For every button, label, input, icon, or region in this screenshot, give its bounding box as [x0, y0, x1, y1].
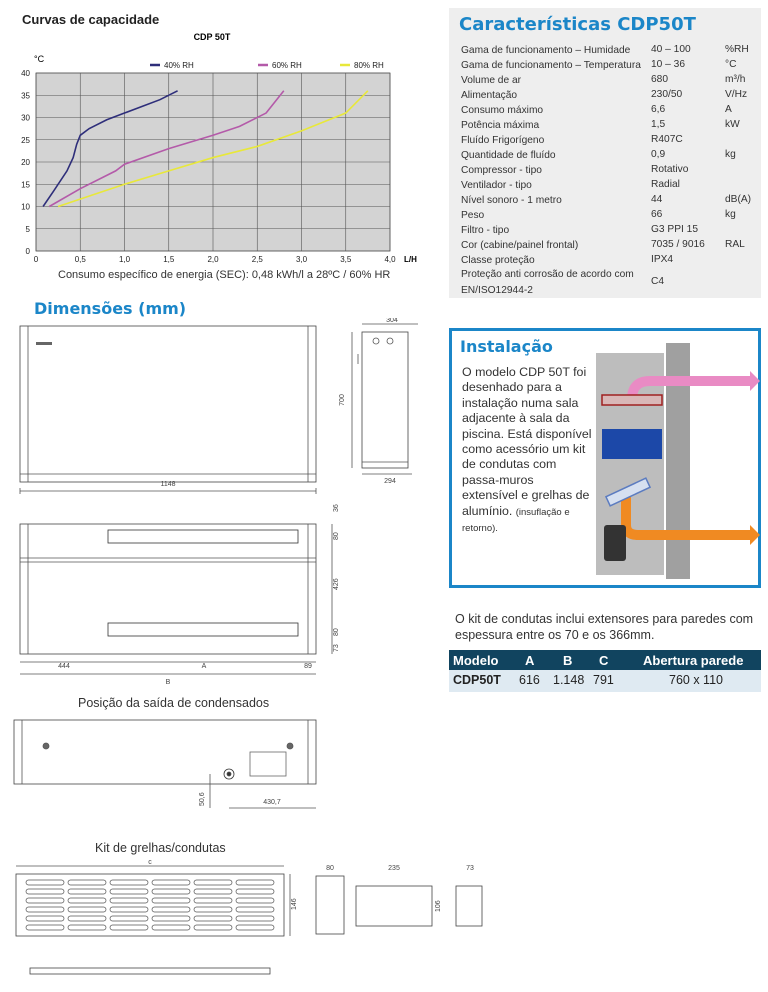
chart-caption: Consumo específico de energia (SEC): 0,48 kWh/l a 28ºC / 60% HR: [58, 269, 391, 281]
grille-slot: [152, 880, 190, 885]
spec-unit: m³/h: [725, 74, 746, 85]
dim-back-444: 444: [58, 663, 70, 670]
y-tick-label: 35: [21, 91, 30, 101]
header-opening: Abertura parede: [643, 653, 744, 668]
grille-slot: [194, 880, 232, 885]
chart-xlabel: L/H: [404, 255, 417, 264]
grille-slot: [110, 916, 148, 921]
dim-grille-c: c: [148, 860, 152, 866]
grille-slot: [26, 880, 64, 885]
grille-slot: [194, 916, 232, 921]
installation-panel: [449, 328, 761, 588]
cell-a: 616: [519, 673, 540, 687]
dim-side-top: 304: [386, 318, 398, 324]
spec-value: 1,5: [651, 119, 666, 130]
spec-value: 6,6: [651, 104, 666, 115]
dim-grille-106: 106: [435, 900, 442, 912]
x-tick-label: 4,0: [384, 255, 396, 264]
dim-back-73: 73: [333, 644, 340, 652]
grille-slot: [68, 916, 106, 921]
x-tick-label: 2,5: [251, 255, 263, 264]
spec-label: Compressor - tipo: [461, 165, 542, 176]
chart-section-title: Curvas de capacidade: [22, 12, 160, 27]
grille-slot: [152, 907, 190, 912]
grille-slot: [68, 889, 106, 894]
spec-label: Gama de funcionamento – Humidade: [461, 45, 631, 56]
installation-text: [462, 365, 592, 536]
spec-label: Alimentação: [461, 90, 518, 101]
grille-slot: [26, 898, 64, 903]
heat-exchanger-top: [602, 395, 662, 405]
spec-unit: °C: [725, 59, 737, 70]
side-port-1: [373, 338, 379, 344]
x-tick-label: 0: [33, 255, 39, 264]
spec-unit: %RH: [725, 44, 749, 55]
condensate-drawing: [0, 714, 440, 814]
spec-value: 44: [651, 194, 663, 205]
dim-back-426: 426: [333, 578, 340, 590]
grille-slot: [26, 907, 64, 912]
grille-slot: [236, 925, 274, 930]
back-view-body: [20, 524, 316, 654]
spec-value: R407C: [651, 134, 683, 145]
front-logo: [36, 342, 52, 345]
spec-value: 10 – 36: [651, 59, 685, 70]
models-header: [449, 650, 761, 670]
grille-slot: [68, 907, 106, 912]
dim-grille-235: 235: [388, 865, 400, 872]
grille-slot: [194, 889, 232, 894]
grille-slot: [26, 925, 64, 930]
x-tick-label: 2,0: [207, 255, 219, 264]
condensate-title: Posição da saída de condensados: [78, 696, 270, 710]
x-tick-label: 3,5: [340, 255, 352, 264]
spec-label: Filtro - tipo: [461, 225, 510, 236]
back-upper-grille: [108, 530, 298, 543]
condensate-drain-inner: [227, 772, 231, 776]
supply-arrow: [750, 371, 760, 391]
x-tick-label: 1,0: [118, 255, 131, 264]
y-tick-label: 10: [21, 202, 30, 212]
dim-back-80a: 80: [333, 532, 340, 540]
specs-title: Características CDP50T: [459, 14, 696, 35]
grille-slot: [110, 889, 148, 894]
installation-note: (insuflação e retorno).: [462, 506, 570, 535]
spec-value: 7035 / 9016: [651, 239, 705, 250]
condensate-port-left: [43, 743, 49, 749]
spec-value: 66: [651, 209, 663, 220]
y-tick-label: 30: [21, 113, 30, 123]
grille-drawing: [0, 860, 490, 990]
spec-label-corrosion-1: Proteção anti corrosão de acordo com: [461, 269, 634, 280]
dim-side-height: 700: [339, 394, 346, 406]
grille-slot: [110, 907, 148, 912]
grille-slot: [236, 898, 274, 903]
specs-panel: [449, 8, 761, 298]
cell-model: CDP50T: [453, 673, 501, 687]
dim-grille-73: 73: [466, 865, 474, 872]
spec-unit: kg: [725, 149, 736, 160]
grille-slot: [194, 898, 232, 903]
grille-slot: [26, 889, 64, 894]
grille-slot: [110, 880, 148, 885]
condensate-panel: [250, 752, 286, 776]
dimension-drawings: [0, 318, 440, 698]
grille-slot: [152, 925, 190, 930]
dim-cond-430: 430,7: [263, 799, 281, 806]
grille-slot: [68, 898, 106, 903]
spec-value: 230/50: [651, 89, 683, 100]
models-table: [449, 650, 761, 692]
grille-slot: [68, 925, 106, 930]
grille-slots: [26, 880, 274, 930]
spec-label: Nível sonoro - 1 metro: [461, 195, 562, 206]
spec-label: Classe proteção: [461, 255, 535, 266]
grille-slot: [194, 907, 232, 912]
front-view-body: [20, 326, 316, 482]
grille-slot: [194, 925, 232, 930]
dim-grille-80: 80: [326, 865, 334, 872]
dim-back-A: A: [201, 663, 207, 670]
spec-value: G3 PPI 15: [651, 224, 699, 235]
back-lower-grille: [108, 623, 298, 636]
y-tick-label: 5: [25, 224, 30, 234]
installation-body: O modelo CDP 50T foi desenhado para a instalação numa sala adjacente à sala da piscina. Está disponível como acessório um kit de condutas com passa-muros extensível e grelhas de alumínio.: [462, 365, 592, 518]
dim-grille-146: 146: [291, 898, 298, 910]
legend-label: 40% RH: [164, 61, 194, 70]
grille-slot: [236, 907, 274, 912]
x-tick-label: 3,0: [295, 255, 308, 264]
cell-b: 1.148: [553, 673, 585, 687]
spec-value: 0,9: [651, 149, 666, 160]
side-view-body: [362, 332, 408, 468]
grille-slot: [110, 925, 148, 930]
dim-cond-50: 50,6: [199, 792, 206, 806]
spec-label-corrosion-2: EN/ISO12944-2: [461, 285, 533, 296]
table-row: [449, 670, 761, 692]
grille-slot: [236, 889, 274, 894]
spec-value: IPX4: [651, 254, 674, 265]
y-tick-label: 15: [21, 180, 30, 190]
return-arrow: [750, 525, 760, 545]
installation-illustration: [592, 339, 762, 579]
grille-slot: [152, 889, 190, 894]
spec-value-corrosion: C4: [651, 276, 665, 287]
spec-label: Cor (cabine/painel frontal): [461, 240, 579, 251]
spec-value: 680: [651, 74, 668, 85]
spec-label: Ventilador - tipo: [461, 180, 532, 191]
grille-slot: [236, 880, 274, 885]
y-tick-label: 25: [21, 135, 30, 145]
spec-value: Radial: [651, 179, 680, 190]
grille-title: Kit de grelhas/condutas: [95, 841, 226, 855]
grille-front: [16, 874, 284, 936]
spec-value: Rotativo: [651, 164, 689, 175]
spec-unit: kW: [725, 119, 740, 130]
spec-unit: dB(A): [725, 194, 752, 205]
header-model: Modelo: [453, 653, 499, 668]
spec-label: Consumo máximo: [461, 105, 544, 116]
kit-note: O kit de condutas inclui extensores para paredes com espessura entre os 70 e os 366mm.: [455, 612, 754, 642]
grille-slot: [26, 916, 64, 921]
spec-label: Gama de funcionamento – Temperatura: [461, 60, 641, 71]
grille-side-1: [316, 876, 344, 934]
header-b: B: [563, 653, 573, 668]
spec-label: Potência máxima: [461, 120, 540, 131]
spec-unit: V/Hz: [725, 89, 748, 100]
condensate-port-right: [287, 743, 293, 749]
spec-unit: RAL: [725, 239, 745, 250]
grille-slot: [110, 898, 148, 903]
grille-slot: [152, 916, 190, 921]
header-a: A: [525, 653, 535, 668]
spec-value: 40 – 100: [651, 44, 691, 55]
capacity-chart: [0, 28, 430, 288]
cell-c: 791: [593, 673, 614, 687]
header-c: C: [599, 653, 609, 668]
spec-label: Volume de ar: [461, 75, 522, 86]
x-tick-label: 1,5: [163, 255, 175, 264]
chart-ylabel: °C: [34, 54, 45, 64]
y-tick-label: 40: [21, 69, 30, 78]
y-tick-label: 20: [21, 158, 30, 167]
grille-slot: [68, 880, 106, 885]
side-port-2: [387, 338, 393, 344]
installation-title: Instalação: [460, 337, 553, 356]
grille-bottom-bar: [30, 968, 270, 974]
spec-label: Quantidade de fluído: [461, 150, 556, 161]
dim-back-89: 89: [304, 663, 312, 670]
dim-back-B: B: [165, 679, 171, 686]
chart-legend: [150, 61, 384, 70]
y-tick-label: 0: [25, 247, 30, 256]
fan: [602, 429, 662, 459]
spec-label: Fluído Frigorígeno: [461, 135, 545, 146]
cell-opening: 760 x 110: [669, 673, 723, 687]
legend-label: 60% RH: [272, 61, 302, 70]
chart-title: CDP 50T: [193, 32, 231, 42]
x-tick-label: 0,5: [74, 255, 86, 264]
legend-label: 80% RH: [354, 61, 384, 70]
dim-side-bottom: 294: [384, 478, 396, 485]
grille-side-2: [456, 886, 482, 926]
dim-front-width: 1148: [160, 481, 176, 488]
grille-duct: [356, 886, 432, 926]
dim-back-80b: 80: [333, 628, 340, 636]
spec-unit: kg: [725, 209, 736, 220]
spec-label: Peso: [461, 210, 485, 221]
dim-back-36: 36: [333, 504, 340, 512]
grille-slot: [236, 916, 274, 921]
spec-unit: A: [725, 104, 732, 115]
grille-slot: [152, 898, 190, 903]
compressor: [604, 525, 626, 561]
dimensions-title: Dimensões (mm): [34, 299, 187, 318]
